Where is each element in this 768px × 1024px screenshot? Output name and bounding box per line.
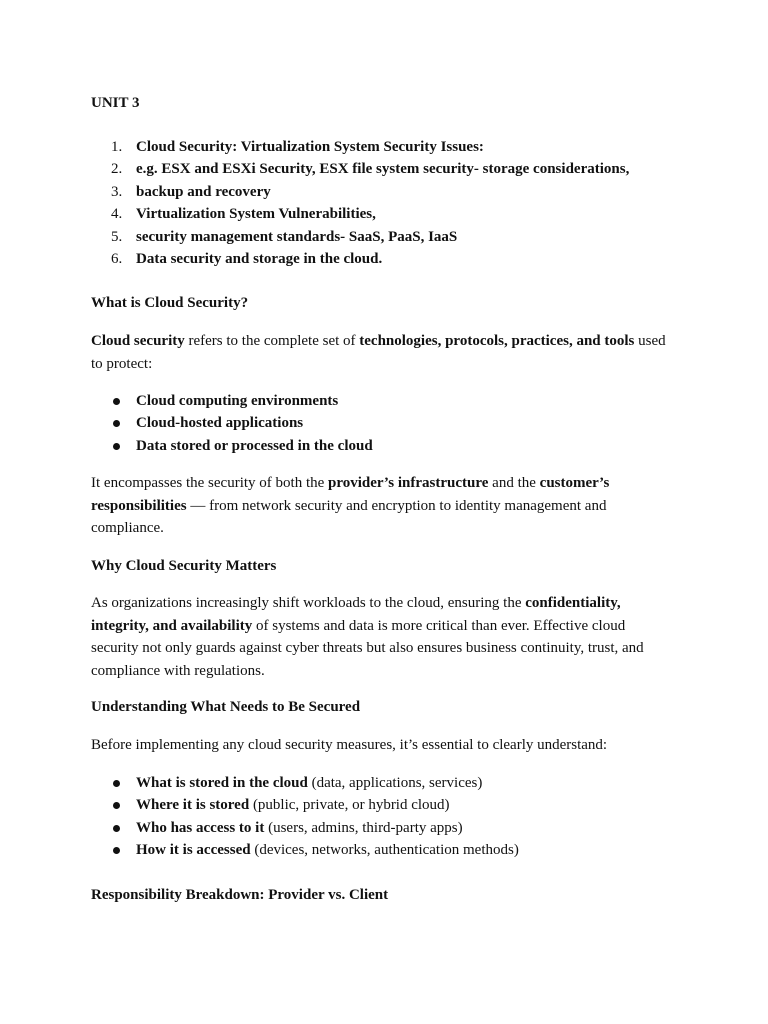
bullet-icon xyxy=(113,780,120,787)
bullet-icon xyxy=(113,825,120,832)
topic-number: 1. xyxy=(111,139,123,155)
bullet-icon xyxy=(113,847,120,854)
bullet-icon xyxy=(113,443,120,450)
section-heading-why-cloud-security-matters: Why Cloud Security Matters xyxy=(91,558,277,574)
topic-item xyxy=(91,226,671,248)
topic-text: e.g. ESX and ESXi Security, ESX file system security- storage considerations, xyxy=(136,161,630,178)
topic-list xyxy=(91,136,671,270)
list-item: Cloud computing environments xyxy=(91,390,671,412)
protected-items-list xyxy=(91,390,671,457)
topic-text: backup and recovery xyxy=(136,183,271,200)
topic-item xyxy=(91,136,671,158)
list-item: Who has access to it (users, admins, third-party apps) xyxy=(91,817,671,839)
list-item: How it is accessed (devices, networks, authentication methods) xyxy=(91,839,671,861)
security-questions-list xyxy=(91,772,671,862)
topic-item xyxy=(91,248,671,270)
topic-number: 6. xyxy=(111,250,123,267)
topic-text: Virtualization System Vulnerabilities, xyxy=(136,206,376,223)
topic-item xyxy=(91,203,671,225)
topic-text: Cloud Security: Virtualization System Security Issues: xyxy=(136,139,484,155)
section-heading-responsibility-breakdown: Responsibility Breakdown: Provider vs. Client xyxy=(91,887,389,903)
list-item: Cloud-hosted applications xyxy=(91,412,671,434)
cloud-security-definition: Cloud security refers to the complete set of technologies, protocols, practices, and tools used to protect: xyxy=(91,333,666,372)
section-heading-what-is-cloud-security: What is Cloud Security? xyxy=(91,295,249,311)
list-item: Data stored or processed in the cloud xyxy=(91,435,671,457)
bullet-icon xyxy=(113,420,120,427)
topic-number: 5. xyxy=(111,228,123,245)
topic-item xyxy=(91,181,671,203)
security-scope-paragraph: It encompasses the security of both the provider’s infrastructure and the customer’s responsibilities — from network security and encryption to identity management and compliance. xyxy=(91,475,610,536)
bullet-icon xyxy=(113,398,120,405)
unit-title: UNIT 3 xyxy=(91,95,140,111)
section-heading-what-needs-to-be-secured: Understanding What Needs to Be Secured xyxy=(91,699,361,715)
bullet-icon xyxy=(113,802,120,809)
why-it-matters-paragraph: As organizations increasingly shift workloads to the cloud, ensuring the confidentiality, integrity, and availability of systems and data is more critical than ever. Effective cloud security not only guards against cyber threats but also ensures business continuity, trust, and compliance with regulations. xyxy=(91,595,644,679)
topic-text: security management standards- SaaS, PaaS, IaaS xyxy=(136,228,458,245)
secured-intro-text: Before implementing any cloud security measures, it’s essential to clearly understand: xyxy=(91,737,608,753)
list-item: What is stored in the cloud (data, applications, services) xyxy=(91,772,671,794)
list-item: Where it is stored (public, private, or hybrid cloud) xyxy=(91,794,671,816)
topic-number: 3. xyxy=(111,183,123,200)
topic-number: 4. xyxy=(111,206,123,223)
topic-number: 2. xyxy=(111,161,123,178)
topic-item xyxy=(91,158,671,180)
topic-text: Data security and storage in the cloud. xyxy=(136,250,383,267)
